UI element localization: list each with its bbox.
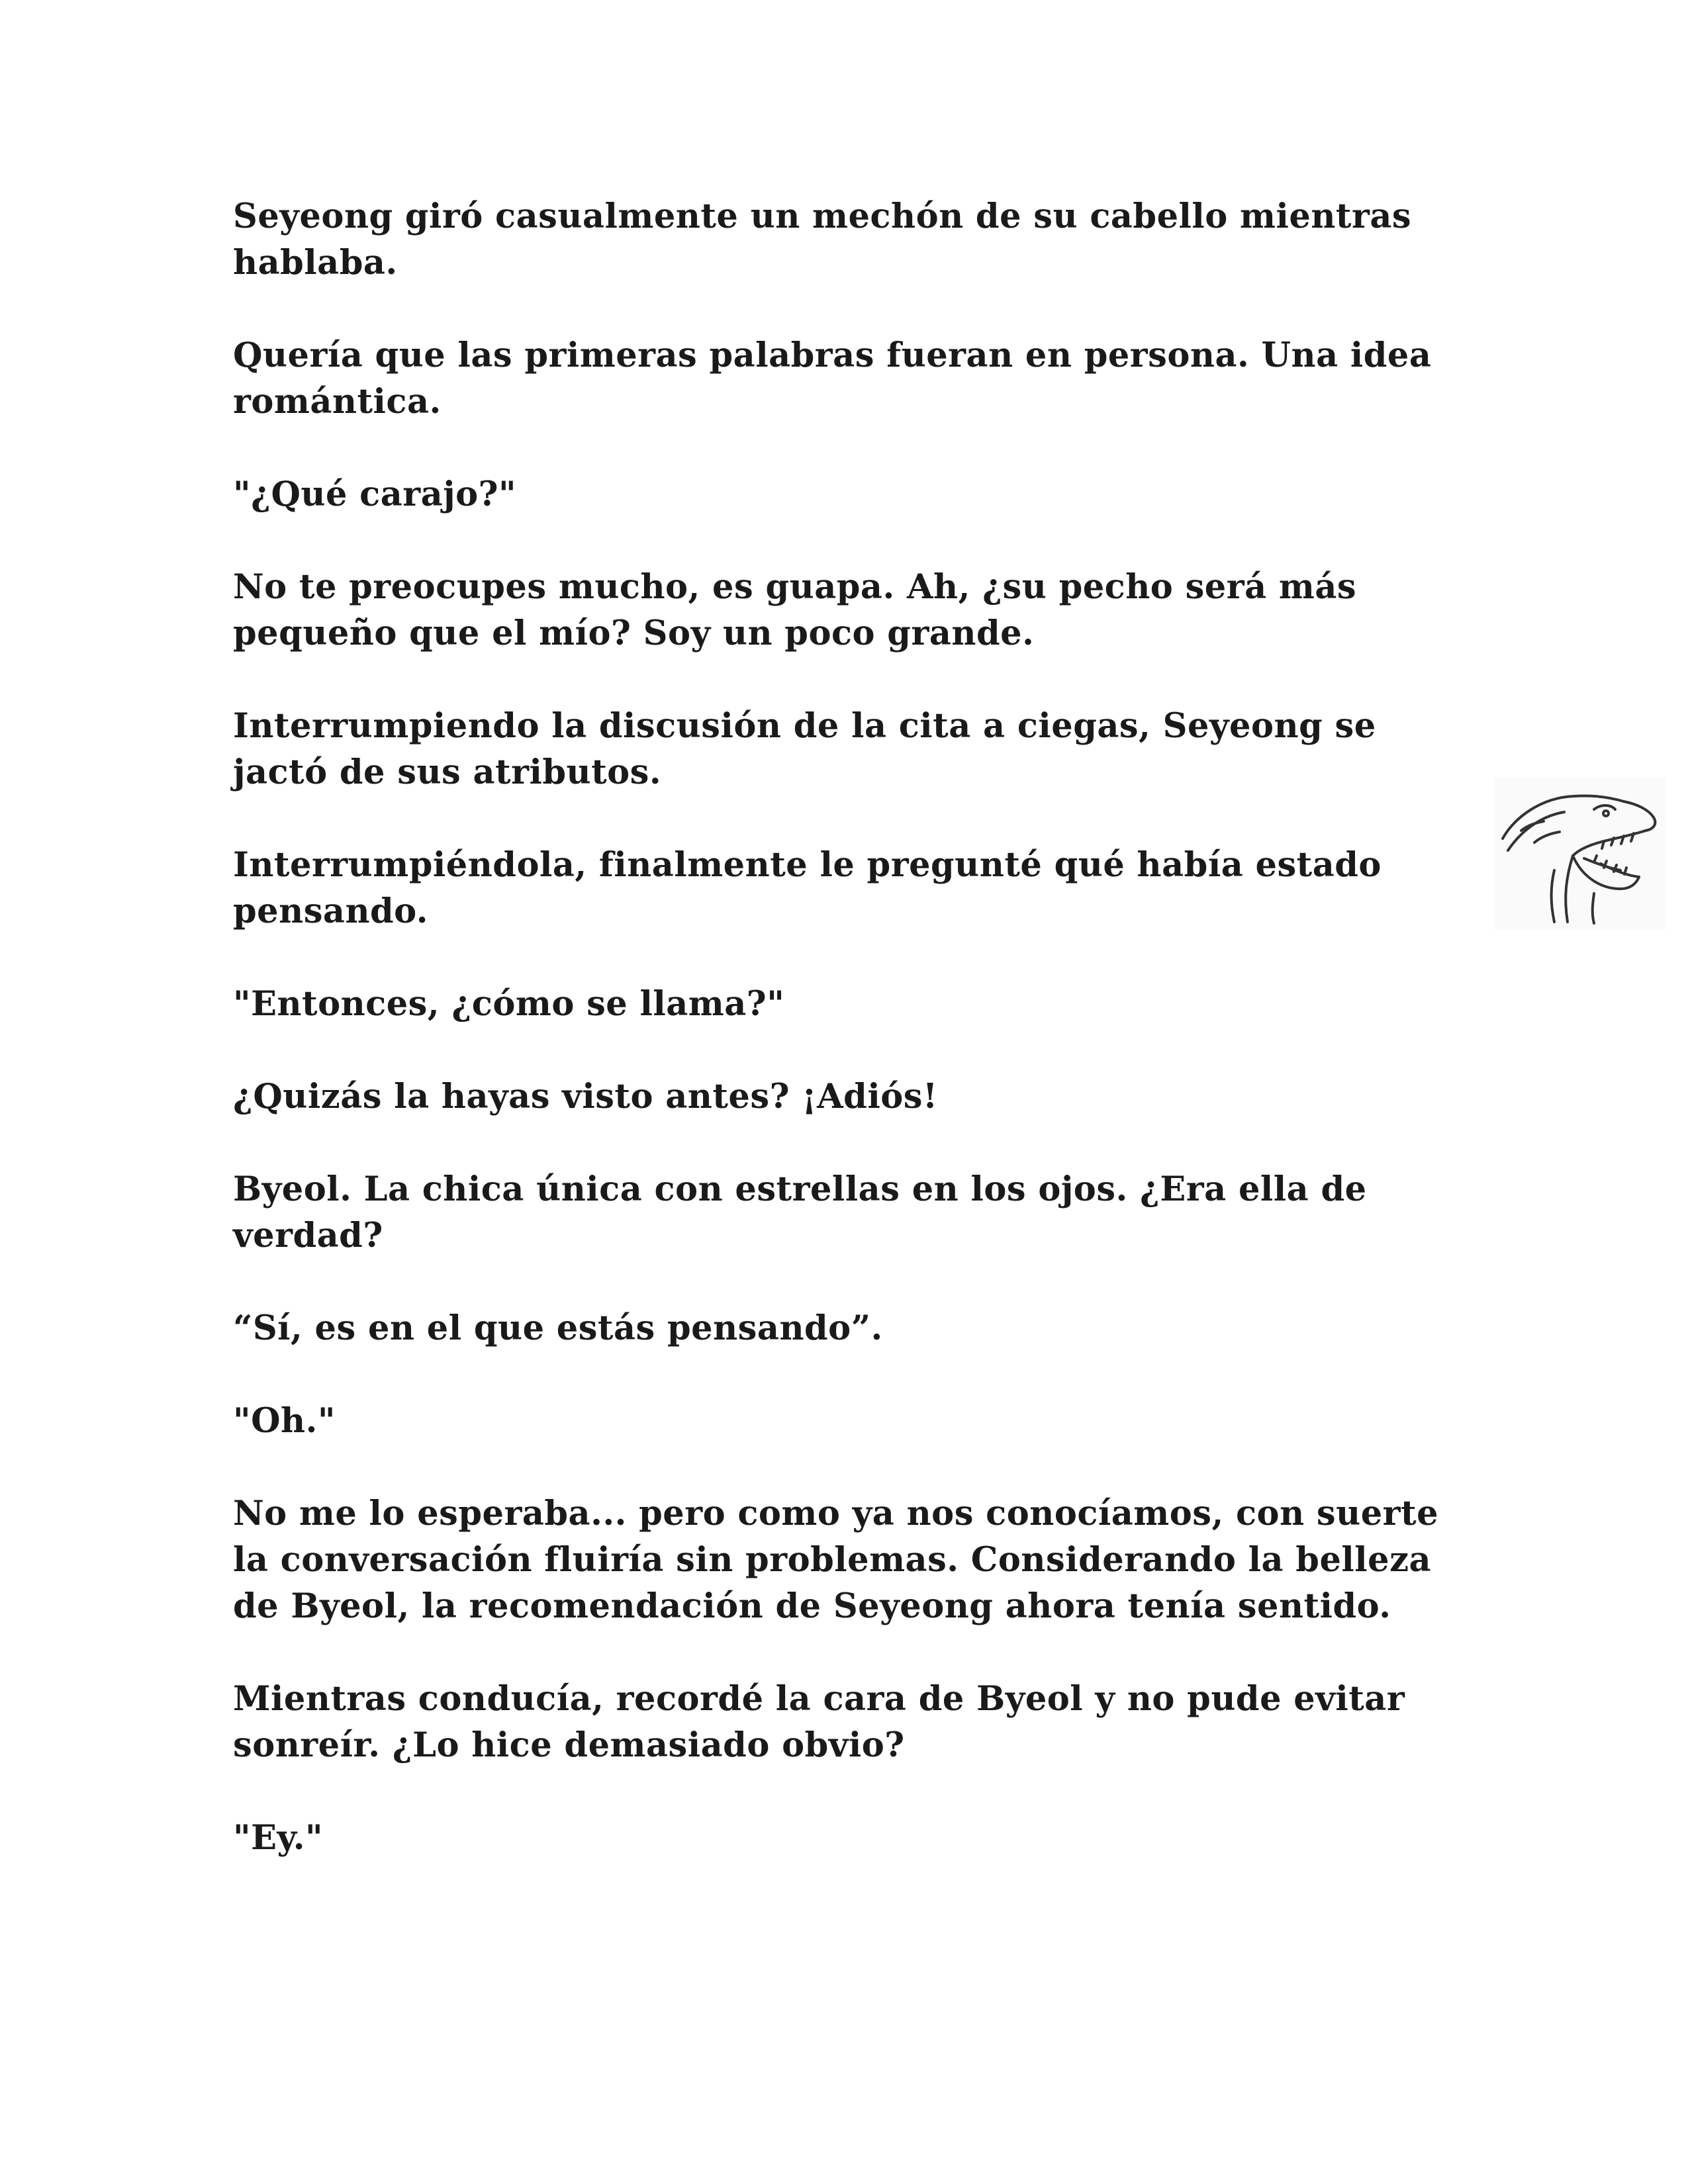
paragraph-4: No te preocupes mucho, es guapa. Ah, ¿su pecho será más pequeño que el mío? Soy un poco grande. [233,567,1369,653]
paragraph-1: Seyeong giró casualmente un mechón de su cabello mientras hablaba. [233,197,1424,283]
paragraph-3: "¿Qué carajo?" [233,475,517,514]
paragraph-14: "Ey." [233,1818,324,1858]
paragraph-9: Byeol. La chica única con estrellas en los ojos. ¿Era ella de verdad? [233,1169,1379,1255]
paragraph-7: "Entonces, ¿cómo se llama?" [233,984,785,1024]
document-body [233,193,1451,1907]
paragraph-8: ¿Quizás la hayas visto antes? ¡Adiós! [233,1077,938,1116]
dinosaur-head-icon [1495,778,1665,930]
paragraph-5: Interrumpiendo la discusión de la cita a ciegas, Seyeong se jactó de sus atributos. [233,706,1388,792]
paragraph-12: No me lo esperaba... pero como ya nos conocíamos, con suerte la conversación fluiría sin problemas. Considerando la belleza de Byeol, la recomendación de Seyeong ahora tenía sentido. [233,1494,1451,1626]
paragraph-11: "Oh." [233,1401,336,1441]
paragraph-6: Interrumpiéndola, finalmente le pregunté qué había estado pensando. [233,845,1394,931]
paragraph-10: “Sí, es en el que estás pensando”. [233,1308,883,1348]
paragraph-13: Mientras conducía, recordé la cara de Byeol y no pude evitar sonreír. ¿Lo hice demasiado obvio? [233,1679,1417,1765]
paragraph-2: Quería que las primeras palabras fueran en persona. Una idea romántica. [233,336,1444,422]
